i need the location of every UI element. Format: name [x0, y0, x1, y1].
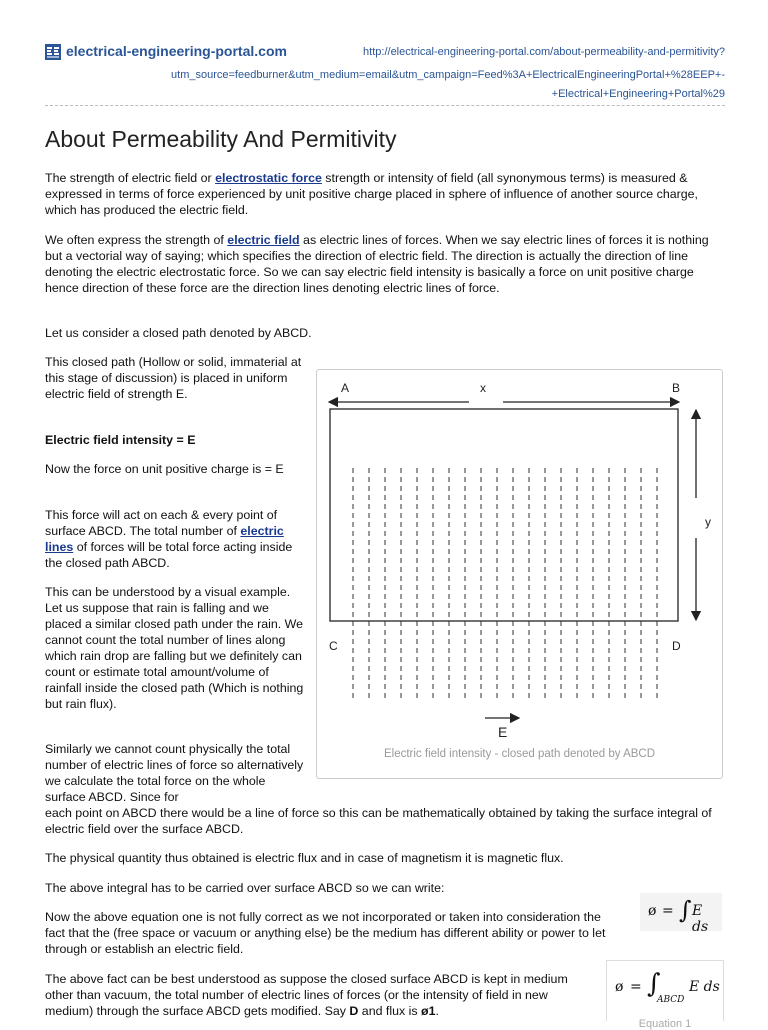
- paragraph-surface-abcd: [45, 507, 307, 571]
- paragraph-electric-lines: [45, 232, 725, 296]
- integral-sign: ∫: [679, 896, 692, 924]
- integral-subscript: ABCD: [657, 995, 685, 1005]
- text: .: [435, 1004, 439, 1018]
- label-y: y: [705, 515, 711, 529]
- label-b: B: [672, 381, 681, 395]
- phi-symbol: ø: [615, 979, 624, 995]
- source-header: [45, 43, 725, 106]
- field-intensity-heading: Electric field intensity = E: [45, 433, 196, 447]
- text: The above fact can be best understood as suppose the closed surface ABCD is kept in medium other than vacuum, the total number of electric lines of forces (or the intensity of field in new medium) through the surface ABCD gets modified. Say: [45, 972, 568, 1018]
- text: of forces will be total force acting inside the closed path ABCD.: [45, 540, 293, 570]
- closed-path-abcd: [330, 409, 678, 621]
- paragraph-electric-flux: The physical quantity thus obtained is electric flux and in case of magnetism it is magnetic flux.: [45, 851, 564, 865]
- source-url-line-2[interactable]: utm_source=feedburner&utm_medium=email&utm_campaign=Feed%3A+ElectricalEngineeringPortal+%28EEP+-: [171, 69, 725, 81]
- equation-label: Equation 1: [638, 1018, 692, 1030]
- integrand: E ds: [692, 903, 709, 935]
- eep-logo-icon: [45, 44, 61, 60]
- text: ø1: [421, 1004, 436, 1018]
- abcd-diagram: [317, 370, 722, 745]
- equals-sign: =: [630, 979, 642, 995]
- paragraph-count-lines: Similarly we cannot count physically the total number of electric lines of force so alternatively we calculate the total force on the whole surface ABCD. Since for: [45, 742, 304, 804]
- label-a: A: [341, 381, 350, 395]
- electric-field-lines: [353, 468, 657, 702]
- paragraph-rain-example: This can be understood by a visual example. Let us suppose that rain is falling and we placed a similar closed path under the rain. We cannot count the total number of lines along which rain drop are falling but we definitely can count or estimate total amount/volume of rainfall inside the closed path (Which is nothing but rain flux).: [45, 585, 304, 711]
- integral-sign: ∫: [647, 969, 661, 999]
- paragraph-integral-surface: The above integral has to be carried over surface ABCD so we can write:: [45, 881, 445, 895]
- paragraph-force-unit-charge: Now the force on unit positive charge is = E: [45, 462, 284, 476]
- text: The strength of electric field or: [45, 171, 216, 185]
- paragraph-medium-ability: Now the above equation one is not fully correct as we not incorporated or taken into consideration the fact that the (free space or vacuum or anything else) be the medium has different ability or power to let through or establish an electric field.: [45, 910, 606, 956]
- abcd-diagram-figure: [316, 369, 723, 779]
- electric-lines-link[interactable]: electric lines: [45, 524, 284, 554]
- flux-equation: [640, 893, 722, 935]
- label-x: x: [480, 381, 486, 395]
- phi-symbol: ø: [648, 903, 657, 919]
- label-c: C: [329, 639, 338, 653]
- label-d: D: [672, 639, 681, 653]
- label-e: E: [498, 724, 508, 740]
- figure-caption: Electric field intensity - closed path denoted by ABCD: [383, 748, 656, 760]
- paragraph-closed-path: Let us consider a closed path denoted by ABCD.: [45, 326, 312, 340]
- article-title: About Permeability And Permitivity: [45, 126, 397, 152]
- equals-sign: =: [662, 903, 674, 919]
- text: as electric lines of forces. When we say electric lines of forces it is nothing but a vectorial way of saying; which specifies the direction of electric field. The direction is actually the direction of line denoting the electric electrostatic force. So we can say electric field intensity is basically a force on unit positive charge hence direction of these force are the direction lines denoting electric lines of force.: [45, 233, 709, 295]
- paragraph-surface-integral: each point on ABCD there would be a line of force so this can be mathematically obtained by taking the surface integral of electric field over the surface ABCD.: [45, 806, 712, 836]
- paragraph-hollow-solid: This closed path (Hollow or solid, immaterial at this stage of discussion) is placed in uniform electric field of strength E.: [45, 355, 302, 401]
- electrostatic-force-link[interactable]: electrostatic force: [215, 171, 322, 185]
- flux-equation-abcd: [606, 960, 724, 1030]
- paragraph-medium-other-than-vacuum: [45, 971, 593, 1019]
- text: D: [349, 1004, 359, 1018]
- text: We often express the strength of: [45, 233, 228, 247]
- integrand: E ds: [689, 979, 720, 995]
- text: strength or intensity of field (all synonymous terms) is measured & expressed in terms of force experienced by unit positive charge placed in sphere of influence of another source charge, which has produced the electric field.: [45, 171, 698, 217]
- electric-field-link[interactable]: electric field: [227, 233, 300, 247]
- source-url-line-3[interactable]: +Electrical+Engineering+Portal%29: [551, 88, 725, 100]
- text: and flux is: [358, 1004, 422, 1018]
- source-url-line-1[interactable]: http://electrical-engineering-portal.com/about-permeability-and-permitivity?: [363, 46, 725, 58]
- text: This force will act on each & every point of surface ABCD. The total number of: [45, 508, 278, 538]
- paragraph-electric-field-strength: [45, 170, 725, 218]
- site-name-link[interactable]: electrical-engineering-portal.com: [66, 43, 287, 59]
